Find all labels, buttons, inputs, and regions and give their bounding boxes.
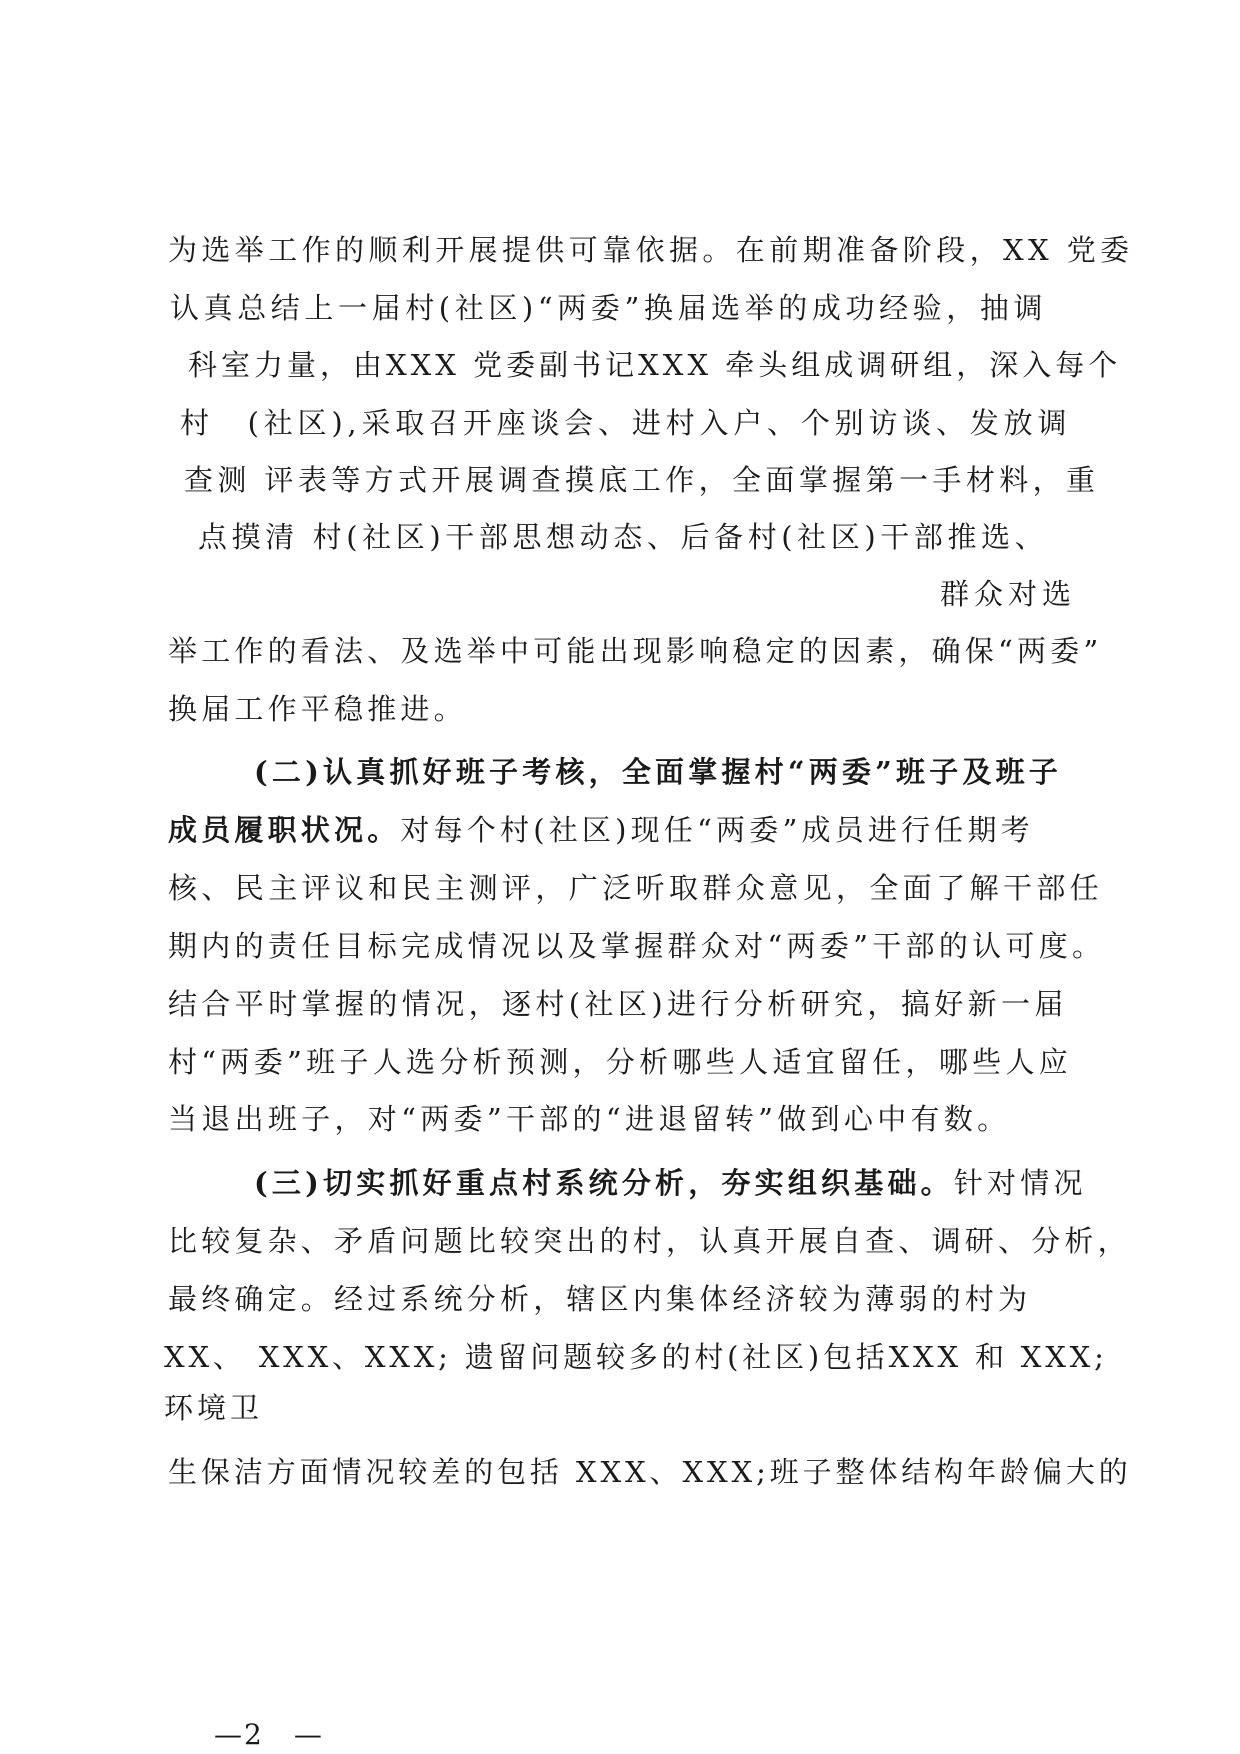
section-3-line-3: 最终确定。经过系统分析，辖区内集体经济较为薄弱的村为 (168, 1282, 1032, 1316)
body-line-3: 科室力量，由XXX 党委副书记XXX 牵头组成调研组，深入每个 (188, 348, 1122, 382)
section-3-heading-text: (三)切实抓好重点村系统分析，夯实组织基础。 (254, 1166, 954, 1200)
section-2-heading-text: (二)认真抓好班子考核，全面掌握村“两委”班子及班子 (254, 755, 1063, 789)
body-line-1: 为选举工作的顺利开展提供可靠依据。在前期准备阶段，XX 党委 (168, 233, 1134, 267)
section-2-line-1 (168, 810, 1034, 850)
section-2-heading (254, 752, 1062, 792)
body-line-2: 认真总结上一届村(社区)“两委”换届选举的成功经验，抽调 (170, 291, 1048, 325)
body-line-4: 村 (社区),采取召开座谈会、进村入户、个别访谈、发放调 (180, 406, 1072, 440)
section-3-line-4: XX、 XXX、XXX; 遗留问题较多的村(社区)包括XXX 和 XXX; (164, 1340, 1108, 1374)
page-number: —2 — (214, 1718, 324, 1751)
body-line-6: 点摸清 村(社区)干部思想动态、后备村(社区)干部推选、 (198, 520, 1049, 554)
section-2-line-4: 结合平时掌握的情况，逐村(社区)进行分析研究，搞好新一届 (168, 987, 1068, 1021)
section-2-heading-tail: 成员履职状况。 (168, 813, 401, 847)
section-3-heading (254, 1163, 1087, 1203)
body-line-7: 群众对选 (939, 577, 1076, 611)
section-2-line-3: 期内的责任目标完成情况以及掌握群众对“两委”干部的认可度。 (168, 929, 1106, 963)
section-2-line-1-text: 对每个村(社区)现任“两委”成员进行任期考 (400, 813, 1034, 847)
section-2-line-2: 核、民主评议和民主测评，广泛听取群众意见，全面了解干部任 (168, 871, 1104, 905)
body-line-5: 查测 评表等方式开展调查摸底工作，全面掌握第一手材料，重 (184, 463, 1100, 497)
section-2-line-6: 当退出班子，对“两委”干部的“进退留转”做到心中有数。 (168, 1102, 1011, 1136)
body-line-9: 换届工作平稳推进。 (168, 692, 467, 726)
section-3-line-5: 环境卫 (164, 1391, 264, 1425)
section-2-line-5: 村“两委”班子人选分析预测，分析哪些人适宜留任，哪些人应 (168, 1045, 1073, 1079)
section-3-line-6: 生保洁方面情况较差的包括 XXX、XXX;班子整体结构年龄偏大的 (168, 1455, 1132, 1489)
section-3-line-2: 比较复杂、矛盾问题比较突出的村，认真开展自查、调研、分析， (168, 1224, 1131, 1258)
body-line-8: 举工作的看法、及选举中可能出现影响稳定的因素，确保“两委” (168, 634, 1103, 668)
section-3-line-1-text: 针对情况 (953, 1166, 1087, 1200)
